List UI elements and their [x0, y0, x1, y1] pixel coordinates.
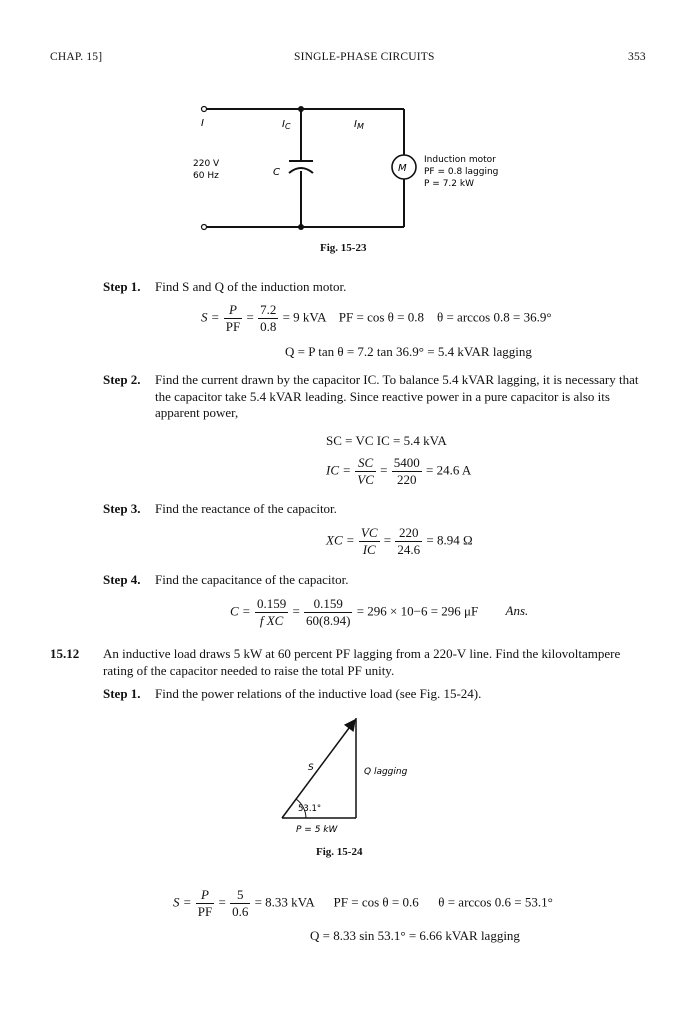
motor-name: Induction motor — [424, 155, 496, 165]
step1-equation-2: Q = P tan θ = 7.2 tan 36.9° = 5.4 kVAR lagging — [285, 344, 532, 359]
step3-equation: XC = $\frac{VC}{IC}$ = $\frac{220}{24.6}$ = 8.94 Ω — [326, 525, 473, 557]
step3-heading: Step 3. — [103, 501, 141, 516]
step1-text: Find S and Q of the induction motor. — [155, 279, 347, 294]
fig-15-23-caption: Fig. 15-23 — [320, 242, 367, 254]
step2-text: Find the current drawn by the capacitor IC. To balance 5.4 kVAR lagging, it is necessary that the capacitor take 5.4 kVAR leading. Since reactive power in a pure capacitor is also its apparent power, — [155, 372, 639, 420]
node-top — [298, 106, 304, 112]
p-label: P = 5 kW — [296, 825, 338, 835]
terminal-bottom — [202, 225, 207, 230]
angle-label: 53.1° — [298, 804, 322, 814]
step4-heading: Step 4. — [103, 572, 141, 587]
step3-text: Find the reactance of the capacitor. — [155, 501, 337, 516]
label-IM: $I_M$ — [354, 119, 364, 131]
problem-text: An inductive load draws 5 kW at 60 percent PF lagging from a 220-V line. Find the kilovoltampere rating of the capacitor needed to raise the total PF unity. — [103, 646, 621, 678]
node-bottom — [298, 224, 304, 230]
fig-15-24-caption: Fig. 15-24 — [316, 846, 363, 858]
step2-equation-2: IC = $\frac{SC}{VC}$ = $\frac{5400}{220}$ = 24.6 A — [326, 455, 472, 487]
motor-pf: PF = 0.8 lagging — [424, 167, 499, 177]
step1b-text: Find the power relations of the inductive load (see Fig. 15-24). — [155, 686, 482, 701]
label-IC: $I_C$ — [282, 119, 291, 131]
terminal-top — [202, 107, 207, 112]
circuit-diagram-fig-15-23 — [190, 100, 530, 235]
running-title: SINGLE-PHASE CIRCUITS — [294, 51, 435, 63]
label-I: I — [201, 118, 204, 129]
power-triangle-fig-15-24 — [270, 710, 430, 840]
final-equation-2: Q = 8.33 sin 53.1° = 6.66 kVAR lagging — [310, 928, 520, 943]
step1-heading: Step 1. — [103, 279, 141, 294]
page-number: 353 — [628, 51, 646, 63]
final-equation-1: S = $\frac{P}{PF}$ = $\frac{5}{0.6}$ = 8.33 kVA PF = cos θ = 0.6 θ = arccos 0.6 = 53.1° — [173, 887, 553, 919]
step1b-heading: Step 1. — [103, 686, 141, 701]
q-label: Q lagging — [364, 767, 408, 777]
motor-power: P = 7.2 kW — [424, 179, 474, 189]
motor-label: M — [398, 163, 407, 174]
source-frequency: 60 Hz — [193, 171, 219, 181]
chapter-label: CHAP. 15] — [50, 51, 103, 63]
step2-equation-1: SC = VC IC = 5.4 kVA — [326, 433, 447, 448]
problem-number: 15.12 — [50, 646, 80, 661]
step1-equation-1: S = $\frac{P}{PF}$ = $\frac{7.2}{0.8}$ = 9 kVA PF = cos θ = 0.8 θ = arccos 0.8 = 36.9° — [201, 302, 552, 334]
source-voltage: 220 V — [193, 159, 220, 169]
s-label: S — [308, 763, 314, 773]
capacitor-label: C — [273, 167, 280, 178]
step4-text: Find the capacitance of the capacitor. — [155, 572, 349, 587]
step2-heading: Step 2. — [103, 372, 141, 387]
step4-equation: C = $\frac{0.159}{\text{f XC}}$ = $\frac{0.159}{60(8.94)}$ = 296 × 10−6 = 296 μF Ans. — [230, 596, 529, 628]
